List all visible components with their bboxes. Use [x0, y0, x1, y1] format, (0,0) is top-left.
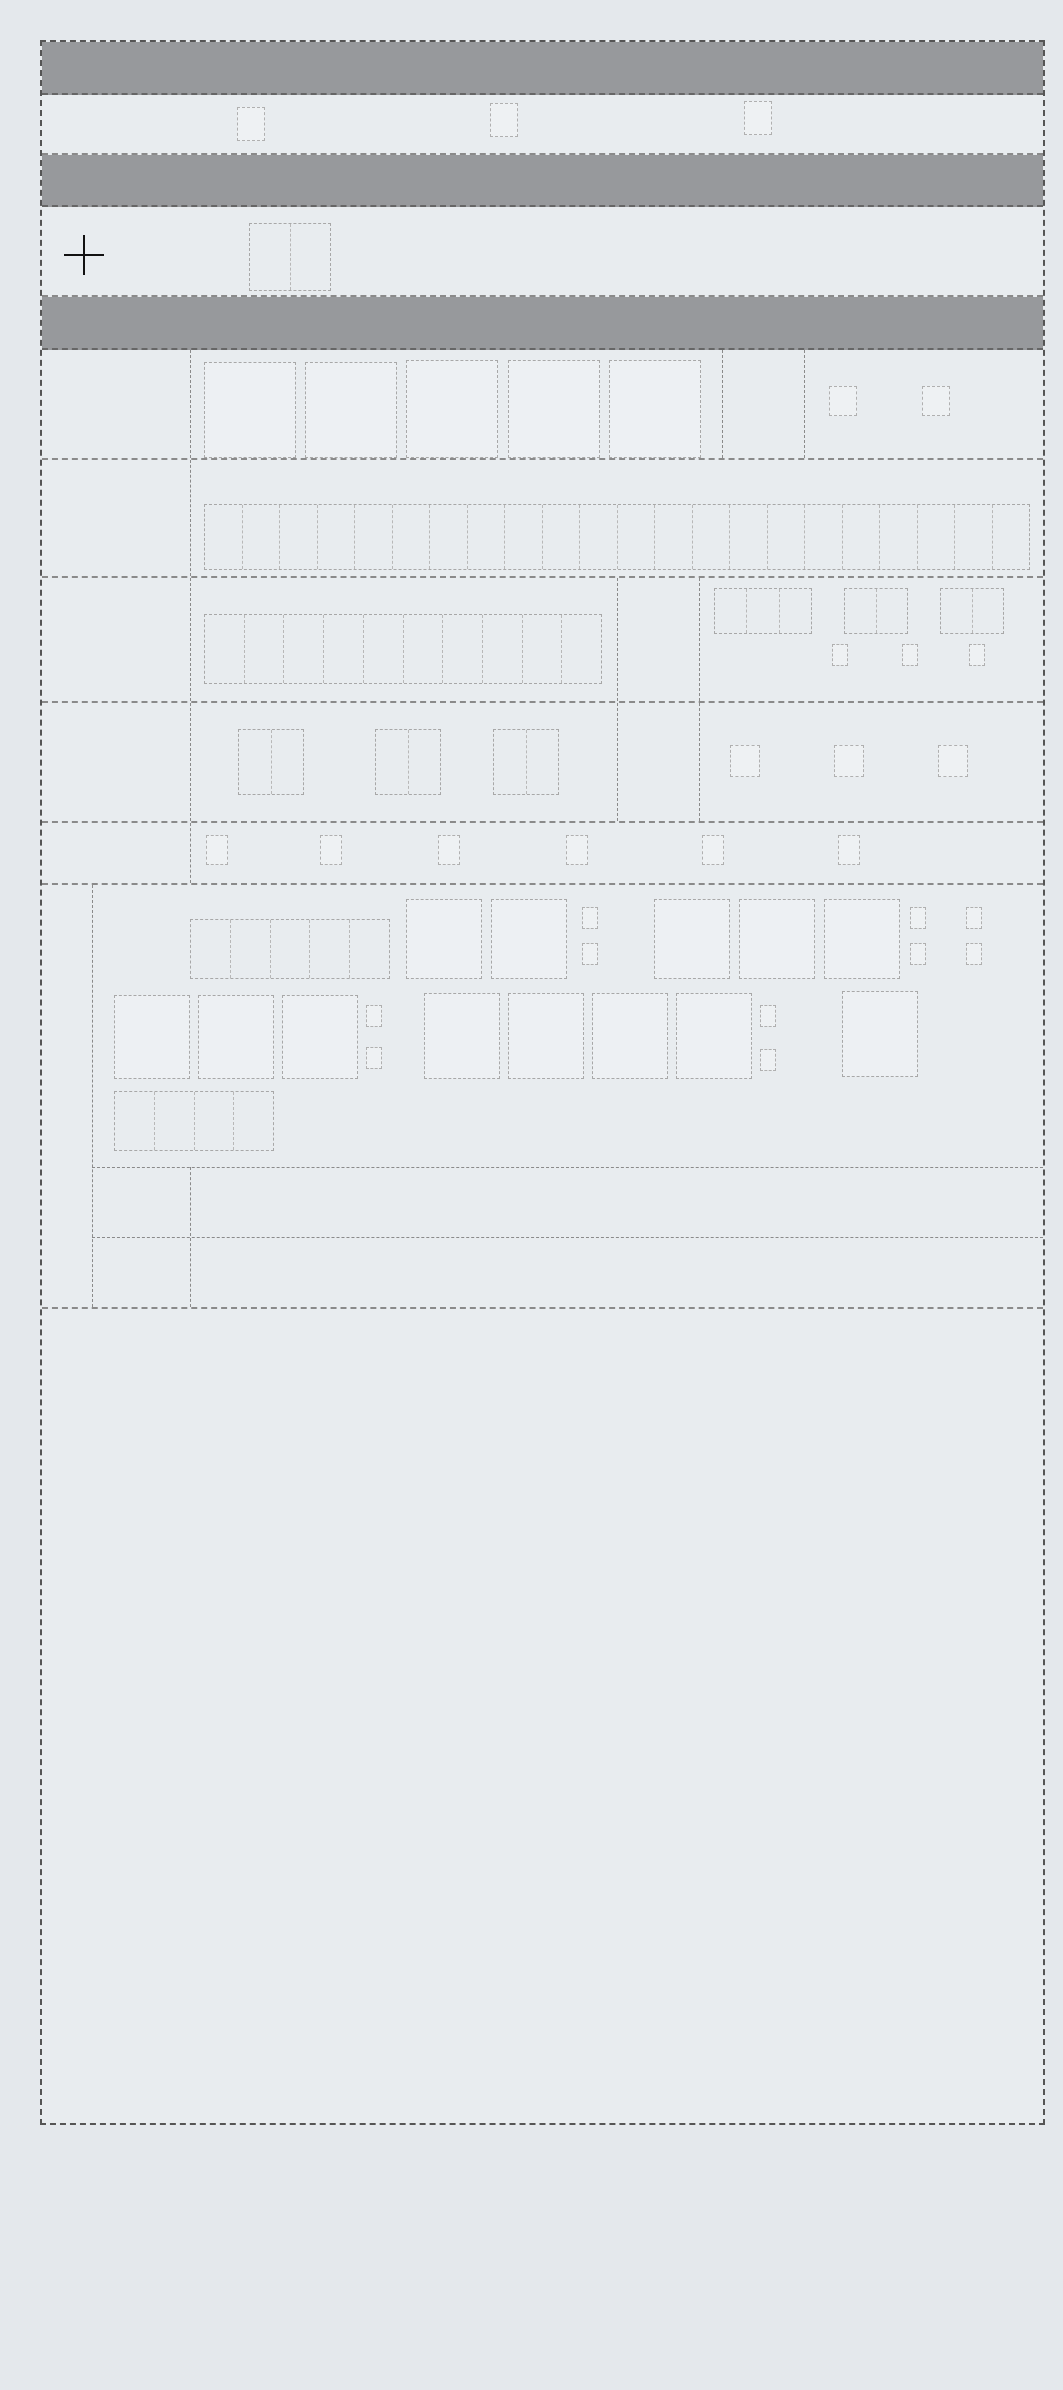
reissue-month-input[interactable]	[844, 588, 908, 634]
current-town-char-1[interactable]	[654, 899, 730, 979]
checkbox[interactable]	[922, 386, 950, 416]
education-masters[interactable]	[320, 835, 356, 865]
english-name-input[interactable]	[204, 504, 1030, 570]
card-type-header	[42, 42, 1043, 95]
option-both-cards[interactable]	[744, 101, 786, 135]
current-zip-input[interactable]	[190, 919, 390, 979]
birth-year-input[interactable]	[238, 729, 304, 795]
education-phd[interactable]	[206, 835, 242, 865]
option-supplementary-card[interactable]	[490, 103, 532, 137]
current-address-section	[42, 885, 1043, 1309]
gender-male[interactable]	[829, 386, 871, 416]
current-county-char-2[interactable]	[491, 899, 567, 979]
id-number-input[interactable]	[204, 614, 602, 684]
gender-female[interactable]	[922, 386, 964, 416]
card-code-input[interactable]	[249, 223, 331, 291]
issue-replace[interactable]	[969, 644, 991, 666]
birth-month-input[interactable]	[375, 729, 441, 795]
english-name-row	[42, 460, 1043, 578]
chinese-name-char-3[interactable]	[406, 360, 498, 458]
checkbox[interactable]	[237, 107, 265, 141]
education-junior-high[interactable]	[838, 835, 874, 865]
birth-date-row	[42, 703, 1043, 823]
education-row	[42, 823, 1043, 885]
chinese-name-char-5[interactable]	[609, 360, 701, 458]
checkbox[interactable]	[490, 103, 518, 137]
chinese-name-char-2[interactable]	[305, 362, 397, 458]
option-primary-card[interactable]	[237, 107, 279, 141]
checkbox[interactable]	[744, 101, 772, 135]
current-town-char-2[interactable]	[739, 899, 815, 979]
marital-other[interactable]	[938, 745, 982, 777]
chinese-name-row	[42, 350, 1043, 460]
card-code-row	[42, 207, 1043, 297]
chinese-name-char-1[interactable]	[204, 362, 296, 458]
education-university[interactable]	[438, 835, 474, 865]
chinese-name-char-4[interactable]	[508, 360, 600, 458]
reissue-day-input[interactable]	[940, 588, 1004, 634]
reissue-year-input[interactable]	[714, 588, 812, 634]
applicant-header	[42, 297, 1043, 350]
registration-cross-mark	[64, 235, 104, 275]
issue-reissue[interactable]	[902, 644, 924, 666]
current-town-char-3[interactable]	[824, 899, 900, 979]
issue-first[interactable]	[832, 644, 854, 666]
education-high-school[interactable]	[702, 835, 738, 865]
current-county-char-1[interactable]	[406, 899, 482, 979]
marital-single[interactable]	[834, 745, 878, 777]
card-type-row	[42, 95, 1043, 155]
birth-day-input[interactable]	[493, 729, 559, 795]
card-code-header	[42, 155, 1043, 207]
application-form	[40, 40, 1045, 2125]
education-college[interactable]	[566, 835, 602, 865]
marital-married[interactable]	[730, 745, 774, 777]
checkbox[interactable]	[829, 386, 857, 416]
id-number-row	[42, 578, 1043, 703]
